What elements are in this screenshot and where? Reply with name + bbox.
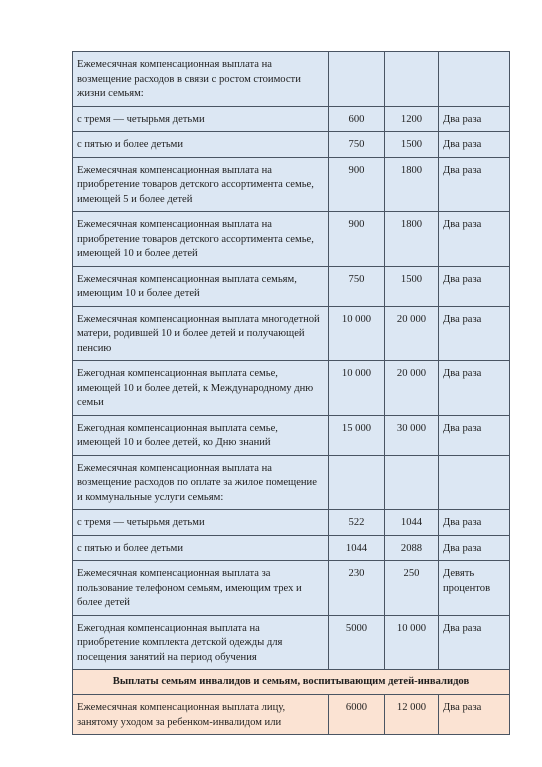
table-row [73, 132, 510, 158]
table-row [73, 361, 510, 416]
amount-before: 230 [329, 561, 385, 616]
benefit-name: Ежегодная компенсационная выплата на приобретение комплекта детской одежды для посещения занятий на период обучения [73, 615, 329, 670]
benefit-name: с пятью и более детьми [73, 132, 329, 158]
amount-before: 5000 [329, 615, 385, 670]
increase-factor: Два раза [439, 106, 510, 132]
amount-after: 1044 [385, 510, 439, 536]
amount-before [329, 52, 385, 107]
amount-before: 6000 [329, 695, 385, 735]
benefit-name: Ежемесячная компенсационная выплата на возмещение расходов по оплате за жилое помещение и коммунальные услуги семьям: [73, 455, 329, 510]
benefit-name: Ежемесячная компенсационная выплата лицу, занятому уходом за ребенком-инвалидом или [73, 695, 329, 735]
table-body [73, 52, 510, 735]
increase-factor: Два раза [439, 157, 510, 212]
table-row [73, 510, 510, 536]
table-row [73, 415, 510, 455]
amount-before: 900 [329, 157, 385, 212]
table-row [73, 306, 510, 361]
benefit-name: Ежегодная компенсационная выплата семье, имеющей 10 и более детей, ко Дню знаний [73, 415, 329, 455]
amount-after: 1500 [385, 266, 439, 306]
amount-after [385, 52, 439, 107]
increase-factor: Два раза [439, 510, 510, 536]
amount-after: 10 000 [385, 615, 439, 670]
amount-before: 750 [329, 266, 385, 306]
benefit-name: Ежемесячная компенсационная выплата многодетной матери, родившей 10 и более детей и получающей пенсию [73, 306, 329, 361]
amount-after: 250 [385, 561, 439, 616]
increase-factor: Два раза [439, 535, 510, 561]
increase-factor [439, 455, 510, 510]
benefit-name: с тремя — четырьмя детьми [73, 106, 329, 132]
amount-before: 600 [329, 106, 385, 132]
amount-before: 900 [329, 212, 385, 267]
increase-factor: Два раза [439, 415, 510, 455]
table-row [73, 615, 510, 670]
table-row [73, 266, 510, 306]
section-header-row [73, 670, 510, 695]
amount-after: 20 000 [385, 361, 439, 416]
increase-factor: Два раза [439, 361, 510, 416]
amount-after: 1800 [385, 157, 439, 212]
amount-after: 1500 [385, 132, 439, 158]
amount-before: 10 000 [329, 306, 385, 361]
increase-factor: Два раза [439, 306, 510, 361]
amount-after: 1800 [385, 212, 439, 267]
benefits-table [72, 51, 510, 735]
amount-before [329, 455, 385, 510]
table-row [73, 52, 510, 107]
increase-factor: Два раза [439, 132, 510, 158]
amount-after: 1200 [385, 106, 439, 132]
amount-before: 750 [329, 132, 385, 158]
amount-before: 1044 [329, 535, 385, 561]
benefit-name: Ежемесячная компенсационная выплата на возмещение расходов в связи с ростом стоимости жизни семьям: [73, 52, 329, 107]
increase-factor: Девять процентов [439, 561, 510, 616]
benefit-name: с пятью и более детьми [73, 535, 329, 561]
amount-before: 15 000 [329, 415, 385, 455]
table-row [73, 561, 510, 616]
increase-factor: Два раза [439, 212, 510, 267]
amount-before: 10 000 [329, 361, 385, 416]
increase-factor: Два раза [439, 615, 510, 670]
benefit-name: Ежемесячная компенсационная выплата семьям, имеющим 10 и более детей [73, 266, 329, 306]
increase-factor: Два раза [439, 695, 510, 735]
increase-factor [439, 52, 510, 107]
amount-after [385, 455, 439, 510]
benefit-name: с тремя — четырьмя детьми [73, 510, 329, 536]
table-row [73, 212, 510, 267]
table-row [73, 455, 510, 510]
benefit-name: Ежемесячная компенсационная выплата за пользование телефоном семьям, имеющим трех и более детей [73, 561, 329, 616]
benefit-name: Ежегодная компенсационная выплата семье, имеющей 10 и более детей, к Международному дню семьи [73, 361, 329, 416]
amount-before: 522 [329, 510, 385, 536]
benefit-name: Ежемесячная компенсационная выплата на приобретение товаров детского ассортимента семье, имеющей 5 и более детей [73, 157, 329, 212]
table-row [73, 106, 510, 132]
amount-after: 20 000 [385, 306, 439, 361]
table-row [73, 695, 510, 735]
amount-after: 12 000 [385, 695, 439, 735]
increase-factor: Два раза [439, 266, 510, 306]
table-row [73, 535, 510, 561]
benefit-name: Ежемесячная компенсационная выплата на приобретение товаров детского ассортимента семье, имеющей 10 и более детей [73, 212, 329, 267]
table-row [73, 157, 510, 212]
amount-after: 30 000 [385, 415, 439, 455]
section-header: Выплаты семьям инвалидов и семьям, воспитывающим детей-инвалидов [73, 670, 510, 695]
amount-after: 2088 [385, 535, 439, 561]
